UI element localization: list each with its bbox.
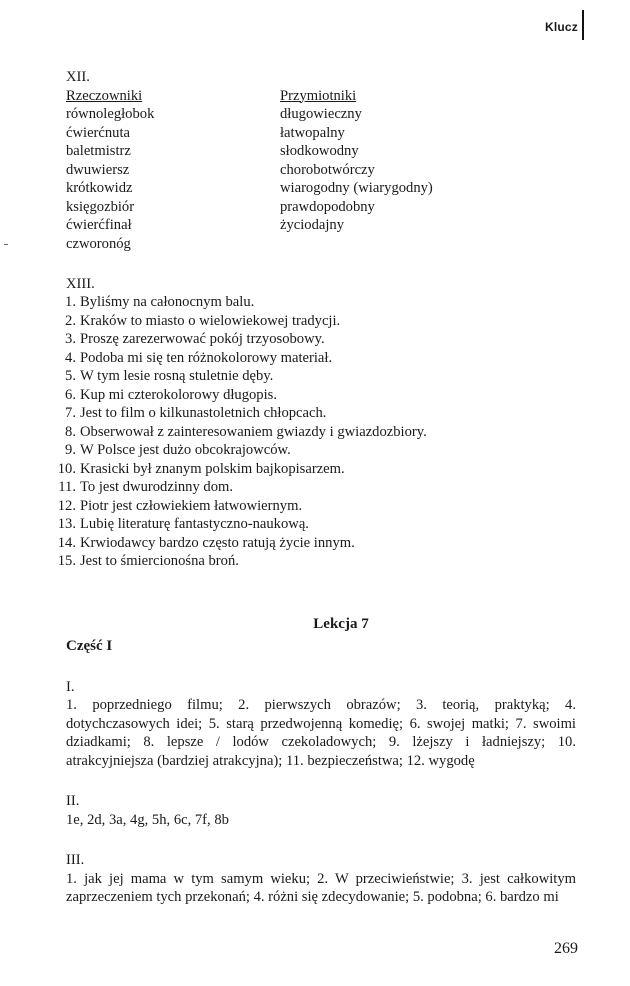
- item-number: 11.: [58, 479, 76, 495]
- list-item: [56, 460, 576, 479]
- item-number: 8.: [65, 423, 76, 440]
- section-text: 1. jak jej mama w tym samym wieku; 2. W przeciwieństwie; 3. jest całkowitym zaprzeczeniem tych przekonań; 4. różni się zdecydowanie; 5. podobna; 6. bardzo mi: [66, 870, 576, 905]
- list-item: [56, 312, 576, 331]
- item-text: Piotr jest człowiekiem łatwowiernym.: [80, 497, 303, 514]
- adjective-item: chorobotwórczy: [280, 161, 375, 178]
- adjective-item: słodkowodny: [280, 143, 359, 159]
- item-text: Jest to film o kilkunastoletnich chłopcach.: [80, 405, 327, 421]
- noun-item: dwuwiersz: [66, 161, 130, 178]
- list-item: [56, 330, 576, 349]
- adjective-item: życiodajny: [280, 217, 345, 233]
- nouns-heading: Rzeczowniki: [66, 87, 143, 104]
- item-text: Krasicki był znanym polskim bajkopisarzem.: [80, 460, 345, 477]
- adjectives-heading: Przymiotniki: [280, 87, 357, 104]
- item-text: W Polsce jest dużo obcokrajowców.: [80, 442, 291, 458]
- adjective-item: wiarogodny (wiarygodny): [280, 180, 433, 196]
- list-item: [56, 423, 576, 442]
- noun-item: ćwierćfinał: [66, 217, 132, 233]
- section-text: 1e, 2d, 3a, 4g, 5h, 6c, 7f, 8b: [66, 811, 229, 828]
- item-number: 2.: [65, 312, 76, 329]
- item-text: To jest dwurodzinny dom.: [80, 479, 234, 495]
- item-text: Proszę zarezerwować pokój trzyosobowy.: [80, 331, 325, 347]
- nouns-column: [66, 87, 154, 254]
- item-number: 10.: [57, 460, 76, 477]
- noun-item: krótkowidz: [66, 180, 133, 196]
- item-text: Kraków to miasto o wielowiekowej tradycji.: [80, 312, 341, 329]
- section-label: XII.: [66, 69, 90, 85]
- item-number: 4.: [65, 349, 76, 366]
- item-text: Lubię literaturę fantastyczno-naukową.: [80, 516, 309, 532]
- item-number: 6.: [65, 386, 76, 403]
- item-text: Jest to śmiercionośna broń.: [80, 553, 239, 569]
- noun-item: baletmistrz: [66, 143, 131, 159]
- item-text: Obserwował z zainteresowaniem gwiazdy i gwiazdozbiory.: [80, 423, 427, 440]
- list-item: [56, 293, 576, 312]
- list-item: [56, 478, 576, 497]
- list-item: [56, 404, 576, 423]
- section-label: III.: [66, 852, 85, 868]
- item-number: 3.: [65, 331, 76, 347]
- noun-item: równoległobok: [66, 106, 155, 122]
- section-ii: [66, 792, 576, 829]
- list-item: [56, 515, 576, 534]
- list-item: [56, 552, 576, 571]
- section-label: XIII.: [66, 275, 95, 292]
- section-label: I.: [66, 678, 75, 695]
- section-i: [66, 678, 576, 771]
- margin-mark: [4, 244, 8, 245]
- section-text: 1. poprzedniego filmu; 2. pierwszych obrazów; 3. teorią, praktyką; 4. dotychczasowych idei; 5. starą przedwojenną komedię; 6. swojej matki; 7. swoimi dziadkami; 8. lepsze / lodów czekoladowych; 9. lżejszy i ładniejszy; 10. atrakcyjniejsza (bardziej atrakcyjna); 11. bezpieczeństwa; 12. wygodę: [66, 697, 576, 769]
- item-number: 15.: [57, 553, 76, 569]
- item-number: 5.: [65, 368, 76, 384]
- item-number: 14.: [57, 534, 76, 551]
- list-item: [56, 367, 576, 386]
- adjective-item: łatwopalny: [280, 124, 345, 141]
- item-number: 9.: [65, 442, 76, 458]
- item-text: Kup mi czterokolorowy długopis.: [80, 386, 277, 403]
- item-text: Podoba mi się ten różnokolorowy materiał.: [80, 349, 333, 366]
- word-columns: [66, 87, 576, 253]
- adjective-item: prawdopodobny: [280, 198, 375, 215]
- item-text: Krwiodawcy bardzo często ratują życie innym.: [80, 534, 355, 551]
- adjectives-column: [280, 87, 433, 235]
- list-item: [56, 534, 576, 553]
- section-xii: [66, 68, 576, 253]
- list-item: [56, 386, 576, 405]
- page-number: 269: [554, 940, 578, 957]
- list-item: [56, 441, 576, 460]
- section-label: II.: [66, 793, 80, 809]
- item-number: 7.: [65, 405, 76, 421]
- noun-item: księgozbiór: [66, 198, 135, 215]
- section-iii: [66, 851, 576, 907]
- header-rule: [582, 10, 584, 40]
- section-xiii: [57, 275, 576, 571]
- lesson-title: Lekcja 7: [313, 615, 369, 632]
- item-text: W tym lesie rosną stuletnie dęby.: [80, 368, 274, 384]
- item-number: 12.: [57, 497, 76, 514]
- running-head: Klucz: [544, 20, 578, 34]
- noun-item: czworonóg: [66, 235, 131, 252]
- page-content: [57, 68, 576, 907]
- item-number: 13.: [57, 516, 76, 532]
- item-text: Byliśmy na całonocnym balu.: [80, 294, 255, 310]
- part-title: Część I: [66, 638, 113, 654]
- item-number: 1.: [65, 294, 76, 310]
- list-item: [56, 349, 576, 368]
- adjective-item: długowieczny: [280, 106, 362, 122]
- sentence-list: [56, 293, 576, 571]
- noun-item: ćwierćnuta: [66, 124, 131, 141]
- list-item: [56, 497, 576, 516]
